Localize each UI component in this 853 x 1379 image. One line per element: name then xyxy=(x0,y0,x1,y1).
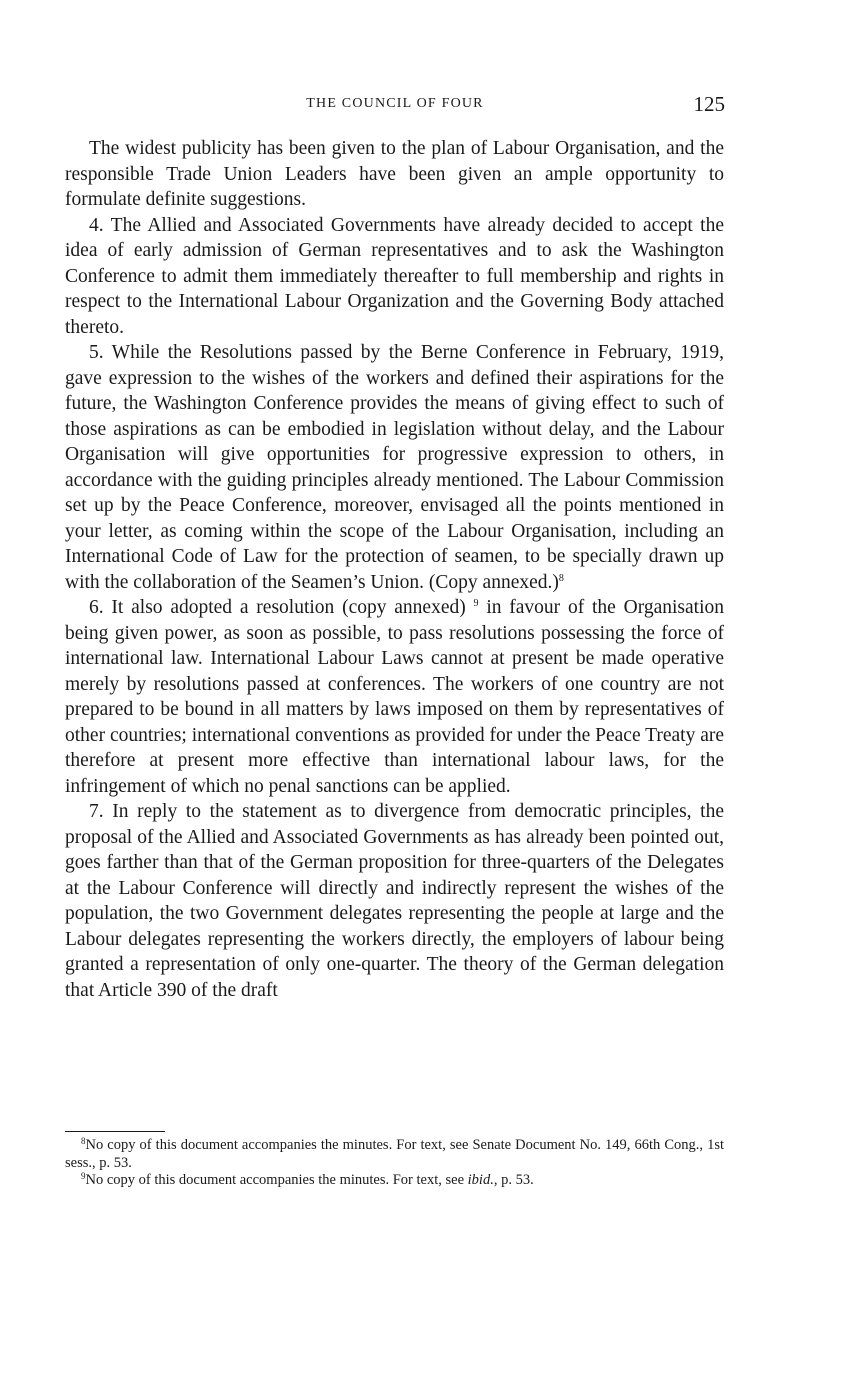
body-text xyxy=(65,136,724,1003)
paragraph-text: 6. It also adopted a resolution (copy annexed) xyxy=(89,597,466,618)
footnote-mark: 8 xyxy=(81,1136,86,1146)
footnote-reference-8: 8 xyxy=(558,572,564,584)
page-header xyxy=(65,92,725,122)
paragraph-text: The widest publicity has been given to the plan of Labour Organisation, and the responsible Trade Union Leaders have been given an ample opportunity to formulate definite suggestions. xyxy=(65,138,724,210)
paragraph-4 xyxy=(65,213,724,341)
footnote-mark: 9 xyxy=(81,1171,86,1181)
footnote-separator xyxy=(65,1131,165,1132)
footnote-italic-text: ibid., xyxy=(467,1172,498,1188)
running-title: THE COUNCIL OF FOUR xyxy=(306,96,484,111)
page-number: 125 xyxy=(693,92,725,116)
paragraph-text: 7. In reply to the statement as to divergence from democratic principles, the proposal of the Allied and Associated Governments as has already been pointed out, goes farther than that of the German proposition for three-quarters of the Delegates at the Labour Conference will directly and indirectly represent the wishes of the population, the two Government delegates representing the people at large and the Labour delegates representing the workers directly, the employers of labour being granted a representation of only one-quarter. The theory of the German delegation that Article 390 of the draft xyxy=(65,801,724,1001)
paragraph-5 xyxy=(65,340,724,595)
paragraph-text: 4. The Allied and Associated Governments have already decided to accept the idea of early admission of German representatives and to ask the Washington Conference to admit them immediately thereafter to full membership and rights in respect to the International Labour Organization and the Governing Body attached thereto. xyxy=(65,214,724,338)
paragraph-7 xyxy=(65,799,724,1003)
footnote-reference-9: 9 xyxy=(473,598,479,609)
footnote-text: p. 53. xyxy=(497,1172,534,1188)
paragraph-text: in favour of the Organisation being given power, as soon as possible, to pass resolutions possessing the force of international law. International Labour Laws cannot at present be made operative merely by resolutions passed at conferences. The workers of one country are not prepared to be bound in all matters by laws imposed on them by representatives of other countries; international conventions as provided for under the Peace Treaty are therefore at present more effective than international labour laws, for the infringement of which no penal sanctions can be applied. xyxy=(65,597,725,797)
footnote-text: No copy of this document accompanies the minutes. For text, see Senate Document No. 149, 66th Cong., 1st sess., p. 53. xyxy=(65,1137,724,1171)
footnote-9 xyxy=(65,1172,724,1190)
footnote-8 xyxy=(65,1137,724,1172)
paragraph-text: 5. While the Resolutions passed by the Berne Conference in February, 1919, gave expression to the wishes of the workers and defined their aspirations for the future, the Washington Conference provides the means of giving effect to such of those aspirations as can be embodied in legislation without delay, and the Labour Organisation will give opportunities for progressive expression to others, in accordance with the guiding principles already mentioned. The Labour Commission set up by the Peace Conference, moreover, envisaged all the points mentioned in your letter, as coming within the scope of the Labour Organisation, including an International Code of Law for the protection of seamen, to be specially drawn up with the collaboration of the Seamen’s Union. (Copy annexed.) xyxy=(65,342,724,593)
footnote-text: No copy of this document accompanies the minutes. For text, see xyxy=(85,1172,468,1188)
paragraph-6 xyxy=(65,595,724,799)
paragraph-continuation xyxy=(65,136,724,213)
footnotes xyxy=(65,1137,724,1190)
